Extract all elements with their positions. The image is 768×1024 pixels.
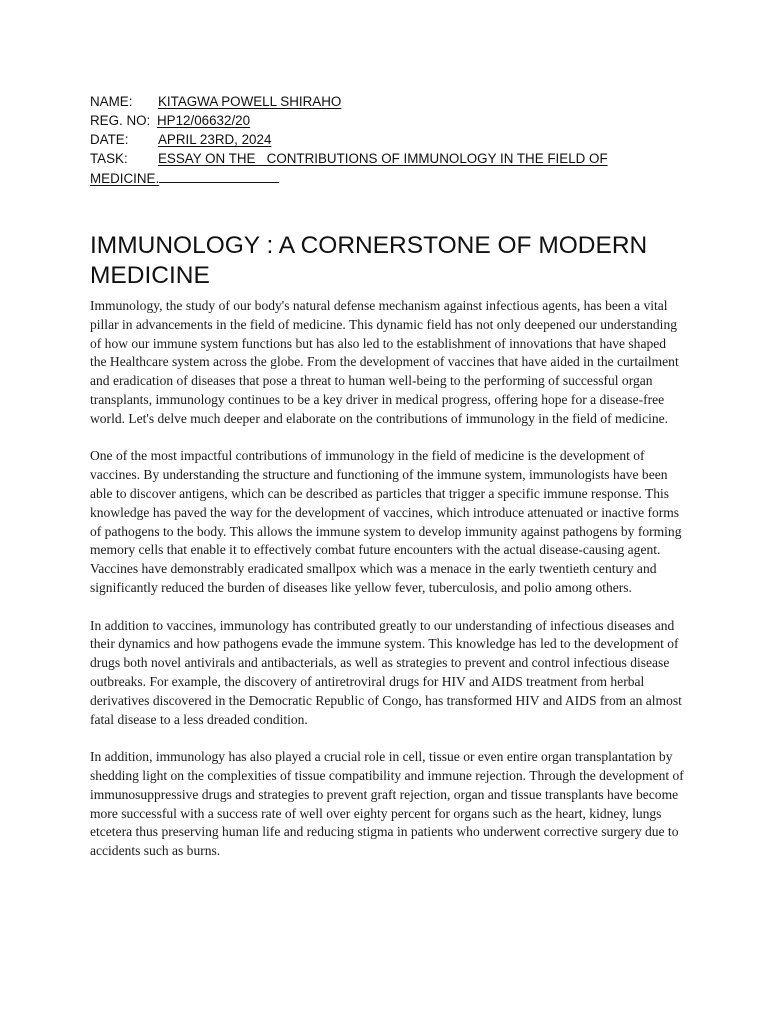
task-continuation-row [90,168,650,187]
task-underline-fill [159,168,279,183]
essay-body [90,297,685,880]
task-row [90,149,650,168]
task-label: TASK: [90,151,128,166]
reg-no-row [90,111,650,130]
paragraph: One of the most impactful contributions of immunology in the field of medicine is the development of vaccines. By understanding the structure and functioning of the immune system, immunologists have been able to discover antigens, which can be described as particles that trigger a specific immune response. This knowledge has paved the way for the development of vaccines, which introduce attenuated or inactive forms of pathogens to the body. This allows the immune system to develop immunity against pathogens by forming memory cells that enable it to effectively combat future encounters with the actual disease-causing agent. Vaccines have demonstrably eradicated smallpox which was a menace in the early twentieth century and significantly reduced the burden of diseases like yellow fever, tuberculosis, and polio among others. [90,448,682,595]
date-row [90,130,650,149]
date-value: APRIL 23RD, 2024 [158,132,272,147]
paragraph: In addition, immunology has also played a crucial role in cell, tissue or even entire organ transplantation by shedding light on the complexities of tissue compatibility and immune rejection. Through the development of immunosuppressive drugs and strategies to prevent graft rejection, organ and tissue transplants have become more successful with a success rate of well over eighty percent for organs such as the heart, kidney, lungs etcetera thus preserving human life and reducing stigma in patients who underwent corrective surgery due to accidents such as burns. [90,749,684,859]
task-value: ESSAY ON THE CONTRIBUTIONS OF IMMUNOLOGY IN THE FIELD OF [158,151,608,166]
task-value-continuation: MEDICINE. [90,171,160,186]
reg-no-value: HP12/06632/20 [157,113,251,128]
reg-no-label: REG. NO: [90,113,151,128]
essay-title: IMMUNOLOGY : A CORNERSTONE OF MODERN MEDICINE [90,232,648,289]
name-label: NAME: [90,94,133,109]
name-value: KITAGWA POWELL SHIRAHO [158,94,342,109]
date-label: DATE: [90,132,129,147]
paragraph: Immunology, the study of our body's natural defense mechanism against infectious agents, has been a vital pillar in advancements in the field of medicine. This dynamic field has not only deepened our understanding of how our immune system functions but has also led to the establishment of innovations that have shaped the Healthcare system across the globe. From the development of vaccines that have aided in the curtailment and eradication of diseases that pose a threat to human well-being to the performing of successful organ transplants, immunology continues to be a key driver in medical progress, offering hope for a disease-free world. Let's delve much deeper and elaborate on the contributions of immunology in the field of medicine. [90,298,679,426]
student-info-header [90,92,650,187]
paragraph: In addition to vaccines, immunology has contributed greatly to our understanding of infectious diseases and their dynamics and how pathogens evade the immune system. This knowledge has led to the development of drugs both novel antivirals and antibacterials, as well as strategies to prevent and control infectious disease outbreaks. For example, the discovery of antiretroviral drugs for HIV and AIDS treatment from herbal derivatives discovered in the Democratic Republic of Congo, has transformed HIV and AIDS from an almost fatal disease to a less dreaded condition. [90,617,682,727]
name-row [90,92,650,111]
